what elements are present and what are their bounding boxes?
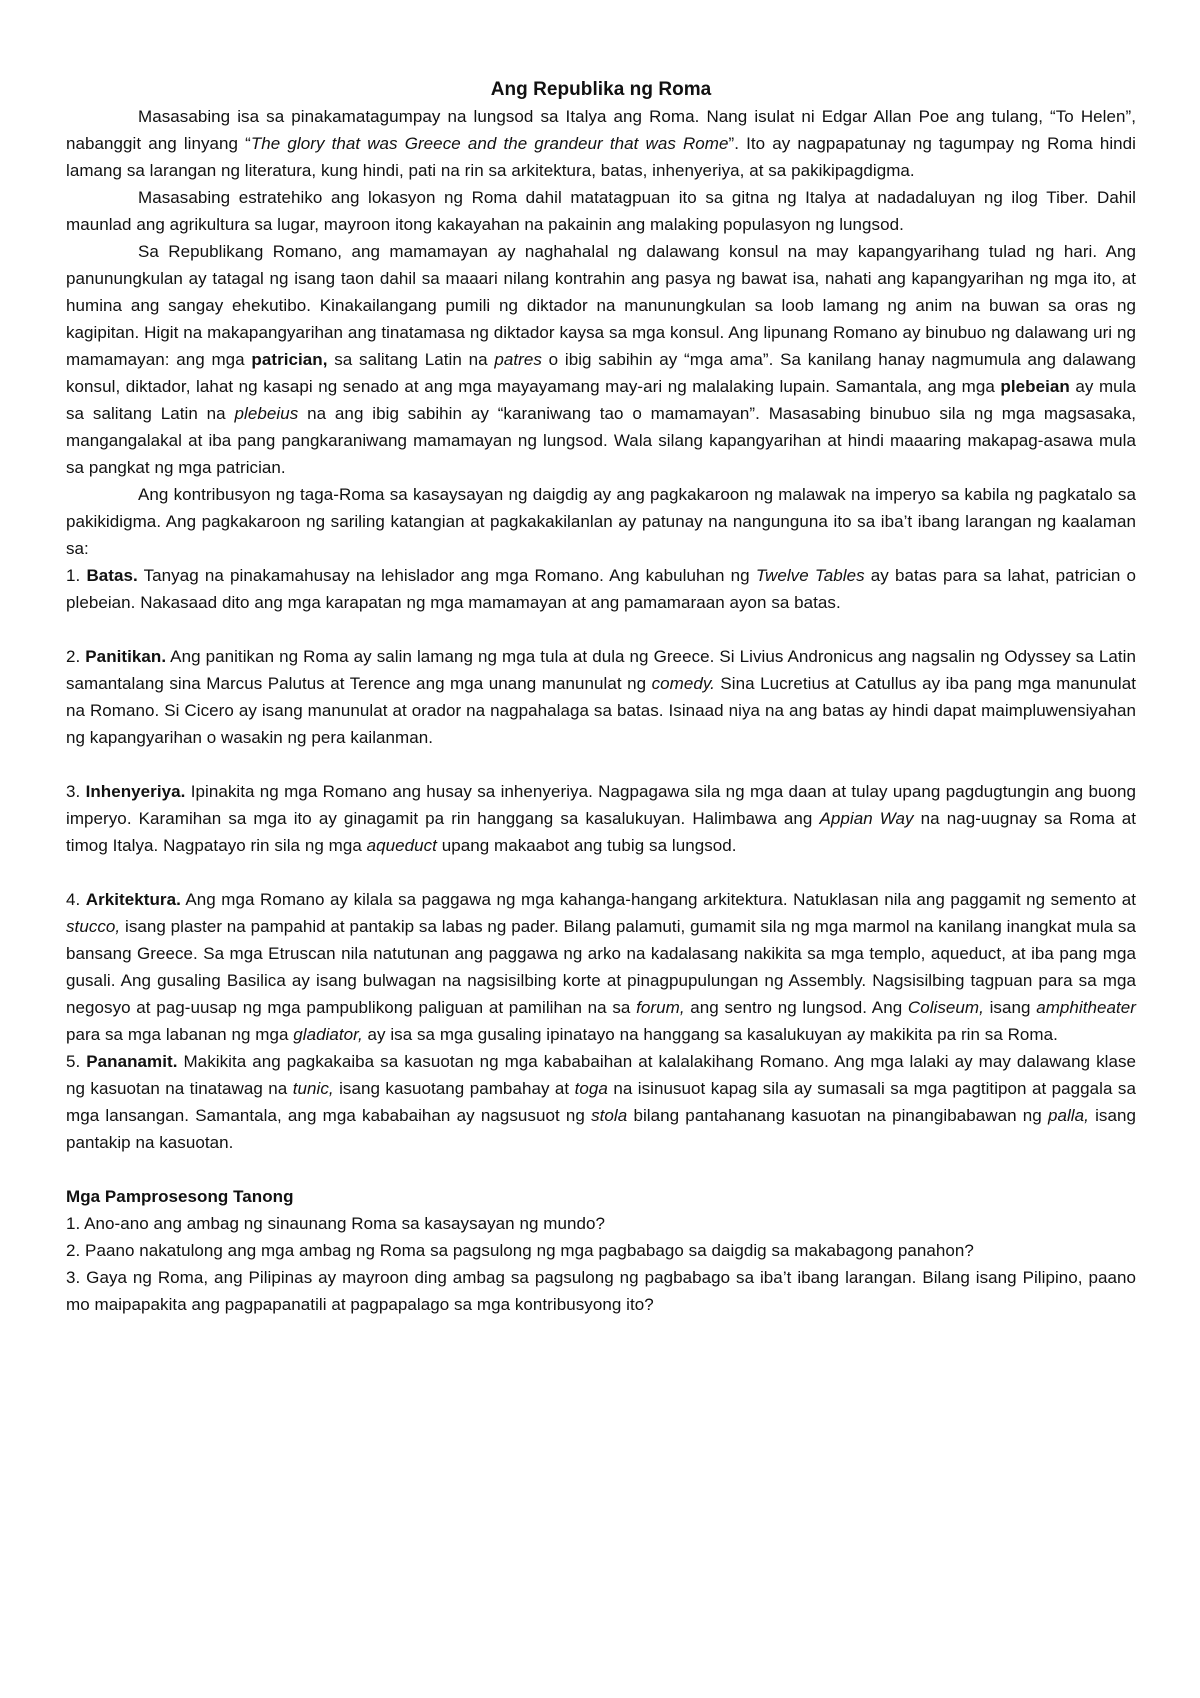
question-2: 2. Paano nakatulong ang mga ambag ng Roma sa pagsulong ng mga pagbabago sa daigdig sa makabagong panahon? xyxy=(66,1241,974,1260)
item-label: Batas. xyxy=(86,566,138,585)
term-plebeian: plebeian xyxy=(1000,377,1070,396)
item-label: Pananamit. xyxy=(86,1052,178,1071)
item-label: Panitikan. xyxy=(85,647,167,666)
term-plebeius: plebeius xyxy=(234,404,299,423)
item-panitikan: 2. Panitikan. Ang panitikan ng Roma ay salin lamang ng mga tula at dula ng Greece. Si Livius Andronicus ang nagsalin ng Odyssey sa Latin samantalang sina Marcus Palutus at Terence ang mga unang manunulat ng comedy. Sina Lucretius at Catullus ay iba pang mga manunulat na Romano. Si Cicero ay isang manunulat at orador na nagpahalaga sa batas. Isinaad niya na ang batas ay hindi dapat maimpluwensiyahan ng kapangyarihan o wasakin ng pera kailanman. xyxy=(66,647,1136,747)
item-pananamit: 5. Pananamit. Makikita ang pagkakaiba sa kasuotan ng mga kababaihan at kalalakihang Romano. Ang mga lalaki ay may dalawang klase ng kasuotan na tinatawag na tunic, isang kasuotang pambahay at toga na isinusuot kapag sila ay sumasali sa mga pagtitipon at paggala sa mga lansangan. Samantala, ang mga kababaihan ay nagsusuot ng stola bilang pantahanang kasuotan na pinangibabawan ng palla, isang pantakip na kasuotan. xyxy=(66,1052,1136,1152)
intro-paragraph-2: Masasabing estratehiko ang lokasyon ng Roma dahil matatagpuan ito sa gitna ng Italya at nadadaluyan ng ilog Tiber. Dahil maunlad ang agrikultura sa lugar, mayroon itong kakayahan na pakainin ang malaking populasyon ng lungsod. xyxy=(66,188,1136,234)
poe-quote: The glory that was Greece and the grandeur that was Rome xyxy=(250,134,729,153)
question-1: 1. Ano-ano ang ambag ng sinaunang Roma sa kasaysayan ng mundo? xyxy=(66,1214,605,1233)
intro-paragraph-1: Masasabing isa sa pinakamatagumpay na lungsod sa Italya ang Roma. Nang isulat ni Edgar Allan Poe ang tulang, “To Helen”, nabanggit ang linyang “The glory that was Greece and the grandeur that was Rome”. Ito ay nagpapatunay ng tagumpay ng Roma hindi lamang sa larangan ng literatura, kung hindi, pati na rin sa arkitektura, batas, inhenyeriya, at sa pakikipagdigma. xyxy=(66,107,1136,180)
item-arkitektura: 4. Arkitektura. Ang mga Romano ay kilala sa paggawa ng mga kahanga-hangang arkitektura. Natuklasan nila ang paggamit ng semento at stucco, isang plaster na pampahid at pantakip sa labas ng pader. Bilang palamuti, gumamit sila ng mga marmol na kanilang inangkat mula sa bansang Greece. Sa mga Etruscan nila natutunan ang paggawa ng arko na kadalasang nakikita sa mga templo, aqueduct, at iba pang mga gusali. Ang gusaling Basilica ay isang bulwagan na nagsisilbing korte at pinagpupulungan ng Assembly. Nagsisilbing tagpuan para sa mga negosyo at pag-uusap ng mga pampublikong paliguan at pamilihan na sa forum, ang sentro ng lungsod. Ang Coliseum, isang amphitheater para sa mga labanan ng mga gladiator, ay isa sa mga gusaling ipinatayo na hanggang sa kasalukuyan ay makikita pa rin sa Roma. xyxy=(66,890,1137,1044)
item-label: Arkitektura. xyxy=(85,890,181,909)
term-patres: patres xyxy=(494,350,542,369)
intro-paragraph-3: Sa Republikang Romano, ang mamamayan ay naghahalal ng dalawang konsul na may kapangyarihang tulad ng hari. Ang panunungkulan ay tatagal ng isang taon dahil sa maaari nilang kontrahin ang pasya ng bawat isa, nahati ang kapangyarihan ng mga ito, at humina ang sangay ehekutibo. Kinakailangang pumili ng diktador na manunungkulan sa loob lamang ng anim na buwan sa oras ng kagipitan. Higit na makapangyarihan ang tinatamasa ng diktador kaysa sa mga konsul. Ang lipunang Romano ay binubuo ng dalawang uri ng mamamayan: ang mga patrician, sa salitang Latin na patres o ibig sabihin ay “mga ama”. Sa kanilang hanay nagmumula ang dalawang konsul, diktador, lahat ng kasapi ng senado at ang mga mayayamang may-ari ng malalaking lupain. Samantala, ang mga plebeian ay mula sa salitang Latin na plebeius na ang ibig sabihin ay “karaniwang tao o mamamayan”. Masasabing binubuo sila ng mga magsasaka, mangangalakal at iba pang pangkaraniwang mamamayan ng lungsod. Wala silang kapangyarihan at hindi maaaring makapag-asawa mula sa pangkat ng mga patrician. xyxy=(66,242,1136,477)
term-patrician: patrician, xyxy=(251,350,328,369)
page-title: Ang Republika ng Roma xyxy=(490,79,712,100)
question-3: 3. Gaya ng Roma, ang Pilipinas ay mayroon ding ambag sa pagsulong ng pagbabago sa iba’t ibang larangan. Bilang isang Pilipino, paano mo maipapakita ang pagpapanatili at pagpapalago sa mga kontribusyong ito? xyxy=(66,1268,1136,1314)
item-batas: 1. Batas. Tanyag na pinakamahusay na lehislador ang mga Romano. Ang kabuluhan ng Twelve Tables ay batas para sa lahat, patrician o plebeian. Nakasaad dito ang mga karapatan ng mga mamamayan at ang pamamaraan ayon sa batas. xyxy=(66,566,1136,612)
questions-heading: Mga Pamprosesong Tanong xyxy=(66,1187,294,1206)
intro-paragraph-4: Ang kontribusyon ng taga-Roma sa kasaysayan ng daigdig ay ang pagkakaroon ng malawak na imperyo sa kabila ng pagkatalo sa pakikidigma. Ang pagkakaroon ng sariling katangian at pagkakakilanlan ay patunay na nangunguna ito sa iba’t ibang larangan ng kaalaman sa: xyxy=(66,485,1136,558)
item-label: Inhenyeriya. xyxy=(85,782,186,801)
item-inhenyeriya: 3. Inhenyeriya. Ipinakita ng mga Romano ang husay sa inhenyeriya. Nagpagawa sila ng mga daan at tulay upang pagdugtungin ang buong imperyo. Karamihan sa mga ito ay ginagamit pa rin hanggang sa kasalukuyan. Halimbawa ang Appian Way na nag-uugnay sa Roma at timog Italya. Nagpatayo rin sila ng mga aqueduct upang makaabot ang tubig sa lungsod. xyxy=(66,782,1136,855)
